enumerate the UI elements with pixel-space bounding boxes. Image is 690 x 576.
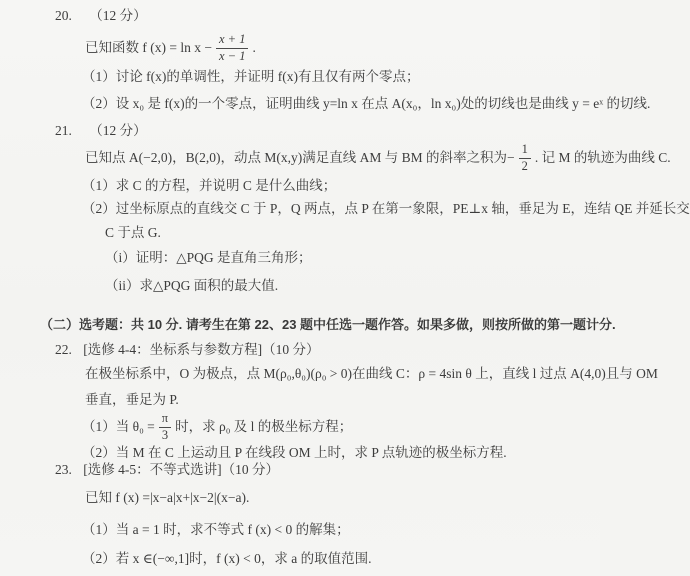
q21-item-2-line2: C 于点 G. — [105, 225, 161, 240]
q21-intro-tail: . 记 M 的轨迹为曲线 C. — [534, 150, 671, 165]
q22-fraction-denominator: 3 — [161, 427, 169, 442]
q22-item-1-tail: 时，求 ρ₀ 及 l 的极坐标方程； — [175, 419, 353, 434]
q22-header — [55, 342, 600, 358]
q20-fraction-denominator: x − 1 — [218, 48, 246, 63]
q21-item-1: （1）求 C 的方程，并说明 C 是什么曲线； — [82, 178, 337, 193]
q21-fraction — [519, 143, 531, 174]
q21-fraction-numerator: 1 — [519, 143, 531, 159]
q21-score: （12 分） — [89, 123, 147, 138]
q20-intro-formula — [85, 31, 600, 65]
q21-intro-formula — [85, 141, 671, 175]
q22-title: [选修 4-4：坐标系与参数方程]（10 分） — [83, 342, 320, 357]
q23-number: 23. — [55, 462, 72, 477]
q22-fraction — [159, 412, 171, 443]
q23-header — [55, 462, 600, 478]
q21-subitem-ii: （ii）求△PQG 面积的最大值. — [105, 278, 279, 293]
q22-intro-line2: 垂直，垂足为 P. — [85, 392, 179, 407]
q22-item-2: （2）当 M 在 C 上运动且 P 在线段 OM 上时，求 P 点轨迹的极坐标方程. — [82, 445, 507, 460]
q21-subitem-i: （i）证明：△PQG 是直角三角形； — [105, 250, 312, 265]
q22-intro-line1: 在极坐标系中，O 为极点，点 M(ρ₀,θ₀)(ρ₀ > 0)在曲线 C：ρ = 4sin θ 上，直线 l 过点 A(4,0)且与 OM — [85, 366, 658, 381]
q20-fraction — [216, 33, 248, 64]
q23-item-1: （1）当 a = 1 时，求不等式 f (x) < 0 的解集； — [82, 522, 350, 537]
q23-item-2: （2）若 x ∈(−∞,1]时，f (x) < 0，求 a 的取值范围. — [82, 551, 372, 566]
section-2-header: （二）选考题：共 10 分. 请考生在第 22、23 题中任选一题作答。如果多做，则按所做的第一题计分. — [40, 317, 616, 332]
q20-item-2: （2）设 x₀ 是 f(x)的一个零点，证明曲线 y=ln x 在点 A(x₀，ln x₀)处的切线也是曲线 y = eˣ 的切线. — [82, 96, 651, 111]
q22-item-1-text: （1）当 θ₀ = — [82, 419, 155, 434]
q20-number: 20. — [55, 8, 72, 23]
q21-number: 21. — [55, 123, 72, 138]
q20-intro-period: . — [252, 40, 256, 55]
q21-item-2-line1: （2）过坐标原点的直线交 C 于 P，Q 两点，点 P 在第一象限，PE⊥x 轴，垂足为 E，连结 QE 并延长交 — [82, 201, 690, 216]
q20-header — [55, 8, 600, 24]
q21-intro-text: 已知点 A(−2,0)，B(2,0)，动点 M(x,y)满足直线 AM 与 BM 的斜率之积为− — [85, 150, 515, 165]
q22-item-1 — [82, 410, 600, 444]
q20-fraction-numerator: x + 1 — [216, 33, 248, 49]
q21-fraction-denominator: 2 — [521, 158, 528, 173]
q20-score: （12 分） — [89, 8, 147, 23]
q21-header — [55, 123, 600, 139]
q22-number: 22. — [55, 342, 72, 357]
q20-item-1: （1）讨论 f(x)的单调性，并证明 f(x)有且仅有两个零点； — [82, 69, 420, 84]
q20-intro-text: 已知函数 f (x) = ln x − — [85, 40, 212, 55]
q23-known: 已知 f (x) =|x−a|x+|x−2|(x−a). — [85, 490, 250, 505]
q23-title: [选修 4-5：不等式选讲]（10 分） — [83, 462, 279, 477]
q22-fraction-numerator: π — [159, 412, 171, 428]
